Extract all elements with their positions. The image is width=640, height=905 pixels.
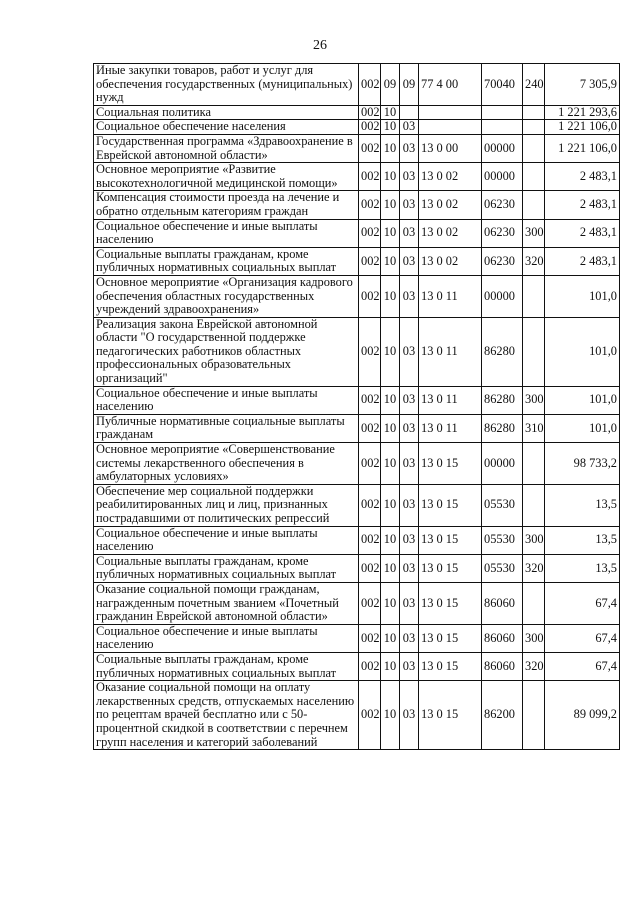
amount-cell: 1 221 106,0 — [545, 134, 620, 162]
expense-name-cell: Социальные выплаты гражданам, кроме публичных нормативных социальных выплат — [94, 554, 359, 582]
program-code-cell: 13 0 11 — [419, 317, 482, 386]
direction-code-cell: 00000 — [482, 275, 523, 317]
section-code-cell: 10 — [381, 219, 400, 247]
admin-code-cell: 002 — [359, 163, 381, 191]
amount-cell: 2 483,1 — [545, 247, 620, 275]
subsection-code-cell: 03 — [400, 414, 419, 442]
table-row — [94, 191, 620, 219]
section-code-cell: 10 — [381, 652, 400, 680]
section-code-cell: 10 — [381, 105, 400, 120]
table-row — [94, 554, 620, 582]
program-code-cell: 13 0 15 — [419, 554, 482, 582]
expense-type-code-cell — [523, 134, 545, 162]
expense-type-code-cell: 320 — [523, 554, 545, 582]
program-code-cell: 13 0 11 — [419, 275, 482, 317]
expense-name-cell: Социальная политика — [94, 105, 359, 120]
section-code-cell: 10 — [381, 681, 400, 750]
section-code-cell: 10 — [381, 554, 400, 582]
admin-code-cell: 002 — [359, 247, 381, 275]
program-code-cell: 13 0 00 — [419, 134, 482, 162]
direction-code-cell: 86060 — [482, 624, 523, 652]
expense-name-cell: Социальное обеспечение и иные выплаты населению — [94, 219, 359, 247]
direction-code-cell: 00000 — [482, 443, 523, 485]
expense-type-code-cell — [523, 275, 545, 317]
program-code-cell — [419, 105, 482, 120]
amount-cell: 67,4 — [545, 624, 620, 652]
table-row — [94, 275, 620, 317]
admin-code-cell: 002 — [359, 219, 381, 247]
admin-code-cell: 002 — [359, 652, 381, 680]
expense-type-code-cell — [523, 105, 545, 120]
table-row — [94, 247, 620, 275]
section-code-cell: 10 — [381, 526, 400, 554]
subsection-code-cell: 03 — [400, 247, 419, 275]
section-code-cell: 10 — [381, 484, 400, 526]
amount-cell: 2 483,1 — [545, 191, 620, 219]
program-code-cell: 13 0 15 — [419, 681, 482, 750]
section-code-cell: 10 — [381, 134, 400, 162]
expense-name-cell: Государственная программа «Здравоохранение в Еврейской автономной области» — [94, 134, 359, 162]
amount-cell: 101,0 — [545, 386, 620, 414]
direction-code-cell: 86280 — [482, 414, 523, 442]
admin-code-cell: 002 — [359, 554, 381, 582]
direction-code-cell: 05530 — [482, 554, 523, 582]
subsection-code-cell: 03 — [400, 484, 419, 526]
admin-code-cell: 002 — [359, 526, 381, 554]
program-code-cell: 13 0 02 — [419, 219, 482, 247]
budget-table — [93, 63, 620, 750]
expense-name-cell: Иные закупки товаров, работ и услуг для обеспечения государственных (муниципальных) нужд — [94, 64, 359, 106]
expense-name-cell: Социальное обеспечение и иные выплаты населению — [94, 386, 359, 414]
expense-type-code-cell: 320 — [523, 652, 545, 680]
table-row — [94, 120, 620, 135]
admin-code-cell: 002 — [359, 275, 381, 317]
expense-type-code-cell: 240 — [523, 64, 545, 106]
expense-type-code-cell: 300 — [523, 219, 545, 247]
subsection-code-cell — [400, 105, 419, 120]
program-code-cell: 13 0 11 — [419, 414, 482, 442]
expense-type-code-cell: 300 — [523, 526, 545, 554]
amount-cell: 89 099,2 — [545, 681, 620, 750]
expense-name-cell: Публичные нормативные социальные выплаты гражданам — [94, 414, 359, 442]
program-code-cell: 13 0 15 — [419, 582, 482, 624]
direction-code-cell: 86280 — [482, 386, 523, 414]
direction-code-cell: 06230 — [482, 219, 523, 247]
amount-cell: 101,0 — [545, 275, 620, 317]
admin-code-cell: 002 — [359, 681, 381, 750]
program-code-cell: 13 0 15 — [419, 652, 482, 680]
amount-cell: 67,4 — [545, 652, 620, 680]
expense-name-cell: Основное мероприятие «Развитие высокотехнологичной медицинской помощи» — [94, 163, 359, 191]
subsection-code-cell: 09 — [400, 64, 419, 106]
subsection-code-cell: 03 — [400, 443, 419, 485]
table-row — [94, 624, 620, 652]
table-row — [94, 105, 620, 120]
program-code-cell: 13 0 11 — [419, 386, 482, 414]
expense-name-cell: Компенсация стоимости проезда на лечение и обратно отдельным категориям граждан — [94, 191, 359, 219]
table-row — [94, 484, 620, 526]
expense-name-cell: Социальные выплаты гражданам, кроме публичных нормативных социальных выплат — [94, 247, 359, 275]
amount-cell: 101,0 — [545, 414, 620, 442]
expense-type-code-cell — [523, 582, 545, 624]
subsection-code-cell: 03 — [400, 582, 419, 624]
admin-code-cell: 002 — [359, 64, 381, 106]
direction-code-cell: 70040 — [482, 64, 523, 106]
amount-cell: 13,5 — [545, 484, 620, 526]
amount-cell: 2 483,1 — [545, 219, 620, 247]
direction-code-cell: 06230 — [482, 247, 523, 275]
subsection-code-cell: 03 — [400, 681, 419, 750]
program-code-cell: 13 0 02 — [419, 247, 482, 275]
subsection-code-cell: 03 — [400, 386, 419, 414]
subsection-code-cell: 03 — [400, 317, 419, 386]
section-code-cell: 10 — [381, 624, 400, 652]
subsection-code-cell: 03 — [400, 624, 419, 652]
expense-name-cell: Основное мероприятие «Организация кадрового обеспечения областных государственных учреждений здравоохранения» — [94, 275, 359, 317]
amount-cell: 1 221 293,6 — [545, 105, 620, 120]
admin-code-cell: 002 — [359, 120, 381, 135]
expense-name-cell: Социальное обеспечение населения — [94, 120, 359, 135]
expense-type-code-cell: 300 — [523, 386, 545, 414]
direction-code-cell: 86060 — [482, 652, 523, 680]
table-row — [94, 64, 620, 106]
section-code-cell: 10 — [381, 247, 400, 275]
program-code-cell — [419, 120, 482, 135]
expense-type-code-cell — [523, 484, 545, 526]
amount-cell: 13,5 — [545, 526, 620, 554]
expense-type-code-cell — [523, 317, 545, 386]
subsection-code-cell: 03 — [400, 652, 419, 680]
expense-name-cell: Обеспечение мер социальной поддержки реабилитированных лиц и лиц, признанных пострадавшими от политических репрессий — [94, 484, 359, 526]
subsection-code-cell: 03 — [400, 191, 419, 219]
expense-type-code-cell — [523, 120, 545, 135]
table-row — [94, 681, 620, 750]
amount-cell: 67,4 — [545, 582, 620, 624]
expense-name-cell: Оказание социальной помощи гражданам, награжденным почетным званием «Почетный гражданин Еврейской автономной области» — [94, 582, 359, 624]
table-row — [94, 134, 620, 162]
expense-name-cell: Оказание социальной помощи на оплату лекарственных средств, отпускаемых населению по рецептам врачей бесплатно или с 50-процентной скидкой в соответствии с перечнем групп населения и категорий заболеваний — [94, 681, 359, 750]
admin-code-cell: 002 — [359, 624, 381, 652]
program-code-cell: 13 0 02 — [419, 163, 482, 191]
admin-code-cell: 002 — [359, 105, 381, 120]
section-code-cell: 10 — [381, 414, 400, 442]
table-row — [94, 317, 620, 386]
amount-cell: 2 483,1 — [545, 163, 620, 191]
amount-cell: 7 305,9 — [545, 64, 620, 106]
section-code-cell: 10 — [381, 191, 400, 219]
section-code-cell: 10 — [381, 386, 400, 414]
direction-code-cell — [482, 105, 523, 120]
expense-name-cell: Основное мероприятие «Совершенствование системы лекарственного обеспечения в амбулаторных условиях» — [94, 443, 359, 485]
admin-code-cell: 002 — [359, 443, 381, 485]
amount-cell: 13,5 — [545, 554, 620, 582]
subsection-code-cell: 03 — [400, 134, 419, 162]
section-code-cell: 10 — [381, 443, 400, 485]
table-row — [94, 526, 620, 554]
direction-code-cell: 00000 — [482, 134, 523, 162]
subsection-code-cell: 03 — [400, 554, 419, 582]
expense-type-code-cell — [523, 163, 545, 191]
subsection-code-cell: 03 — [400, 526, 419, 554]
section-code-cell: 10 — [381, 120, 400, 135]
admin-code-cell: 002 — [359, 134, 381, 162]
program-code-cell: 13 0 02 — [419, 191, 482, 219]
table-row — [94, 582, 620, 624]
budget-table-body — [94, 64, 620, 750]
table-row — [94, 443, 620, 485]
section-code-cell: 09 — [381, 64, 400, 106]
expense-type-code-cell — [523, 191, 545, 219]
table-row — [94, 219, 620, 247]
subsection-code-cell: 03 — [400, 219, 419, 247]
admin-code-cell: 002 — [359, 414, 381, 442]
section-code-cell: 10 — [381, 582, 400, 624]
amount-cell: 101,0 — [545, 317, 620, 386]
expense-name-cell: Социальное обеспечение и иные выплаты населению — [94, 624, 359, 652]
subsection-code-cell: 03 — [400, 275, 419, 317]
expense-type-code-cell — [523, 681, 545, 750]
amount-cell: 1 221 106,0 — [545, 120, 620, 135]
expense-type-code-cell: 300 — [523, 624, 545, 652]
program-code-cell: 13 0 15 — [419, 443, 482, 485]
admin-code-cell: 002 — [359, 317, 381, 386]
direction-code-cell: 06230 — [482, 191, 523, 219]
expense-name-cell: Социальные выплаты гражданам, кроме публичных нормативных социальных выплат — [94, 652, 359, 680]
subsection-code-cell: 03 — [400, 120, 419, 135]
admin-code-cell: 002 — [359, 484, 381, 526]
direction-code-cell: 86200 — [482, 681, 523, 750]
direction-code-cell: 86060 — [482, 582, 523, 624]
expense-type-code-cell: 320 — [523, 247, 545, 275]
admin-code-cell: 002 — [359, 582, 381, 624]
program-code-cell: 13 0 15 — [419, 624, 482, 652]
expense-name-cell: Социальное обеспечение и иные выплаты населению — [94, 526, 359, 554]
section-code-cell: 10 — [381, 275, 400, 317]
program-code-cell: 13 0 15 — [419, 484, 482, 526]
program-code-cell: 13 0 15 — [419, 526, 482, 554]
expense-name-cell: Реализация закона Еврейской автономной области "О государственной поддержке педагогических работников областных профессиональных образовательных организаций" — [94, 317, 359, 386]
page-number: 26 — [313, 38, 327, 53]
direction-code-cell: 86280 — [482, 317, 523, 386]
admin-code-cell: 002 — [359, 191, 381, 219]
direction-code-cell — [482, 120, 523, 135]
admin-code-cell: 002 — [359, 386, 381, 414]
subsection-code-cell: 03 — [400, 163, 419, 191]
amount-cell: 98 733,2 — [545, 443, 620, 485]
section-code-cell: 10 — [381, 163, 400, 191]
direction-code-cell: 05530 — [482, 484, 523, 526]
direction-code-cell: 00000 — [482, 163, 523, 191]
section-code-cell: 10 — [381, 317, 400, 386]
expense-type-code-cell: 310 — [523, 414, 545, 442]
table-row — [94, 652, 620, 680]
table-row — [94, 163, 620, 191]
program-code-cell: 77 4 00 — [419, 64, 482, 106]
direction-code-cell: 05530 — [482, 526, 523, 554]
table-row — [94, 414, 620, 442]
table-row — [94, 386, 620, 414]
expense-type-code-cell — [523, 443, 545, 485]
